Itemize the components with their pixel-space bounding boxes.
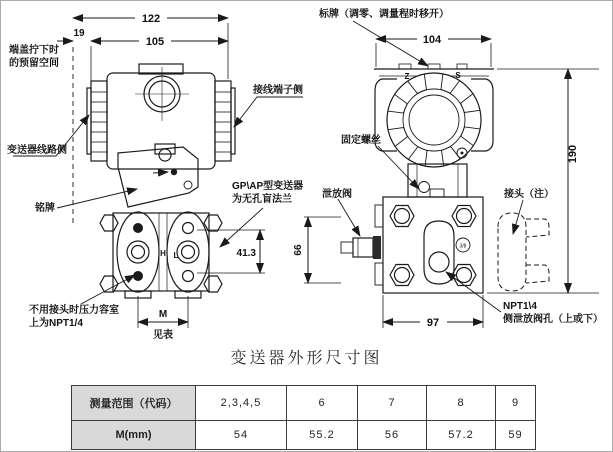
dim-190-label: 190 xyxy=(567,144,579,164)
label-nameplate: 铭牌 xyxy=(35,203,55,214)
vent-size-label: 3/8 xyxy=(459,243,467,250)
table-cell: 56 xyxy=(358,421,426,449)
dim-122-label: 122 xyxy=(141,13,161,25)
housing-front xyxy=(87,64,235,169)
port-h-label: H xyxy=(160,249,166,258)
table-cell: 2,3,4,5 xyxy=(196,386,286,420)
table-cell: 8 xyxy=(427,386,495,420)
label-drain-hole-1: NPT1\4 xyxy=(503,301,537,312)
dim-105-label: 105 xyxy=(145,36,165,48)
housing-top-view xyxy=(374,64,494,197)
dim-190 xyxy=(487,69,599,293)
dim-19-label: 19 xyxy=(73,28,85,39)
bolt-hex xyxy=(100,215,118,231)
leader-terminal-side xyxy=(234,97,303,127)
dim-122 xyxy=(73,18,228,79)
label-connector: 接头（注） xyxy=(504,189,554,200)
span-mark: S xyxy=(455,71,461,80)
table-cell: 7 xyxy=(358,386,426,420)
label-drain-hole-2: 侧泄放阀孔（上或下） xyxy=(503,314,603,325)
leader-drain-hole xyxy=(446,272,501,312)
dim-41-3-label: 41.3 xyxy=(236,248,256,259)
label-clearance-1: 端盖拧下时 xyxy=(9,45,59,56)
table-cell: 57.2 xyxy=(427,421,495,449)
dim-66 xyxy=(304,217,341,283)
port-l-label: L xyxy=(173,251,179,260)
table-cell: 6 xyxy=(287,386,357,420)
table-row-header-m: M(mm) xyxy=(72,421,195,449)
leader-nameplate xyxy=(57,189,137,208)
label-circuit-side: 变送器线路侧 xyxy=(7,145,67,156)
side-view xyxy=(304,21,599,328)
label-tag-plate: 标牌（调零、调量程时移开） xyxy=(319,9,449,20)
label-fixing-screw: 固定螺丝 xyxy=(341,135,381,146)
table-cell: 59 xyxy=(496,421,535,449)
process-flange-side xyxy=(375,197,483,293)
dim-m-label: M xyxy=(158,309,168,320)
dim-66-label: 66 xyxy=(293,244,304,256)
leader-tag xyxy=(353,21,428,66)
label-terminal-side: 接线端子侧 xyxy=(253,85,303,96)
dim-19-105 xyxy=(57,41,228,81)
leader-drain-valve xyxy=(338,199,360,236)
table-row-header-range: 测量范围（代码） xyxy=(72,386,195,420)
label-flange-note-2: 为无孔盲法兰 xyxy=(232,194,292,205)
dim-104-label: 104 xyxy=(422,34,442,46)
leader-connector xyxy=(513,200,523,234)
label-flange-note-1: GP\AP型变送器 xyxy=(232,181,304,192)
table-cell: 55.2 xyxy=(287,421,357,449)
range-table xyxy=(71,385,536,450)
table-cell: 9 xyxy=(496,386,535,420)
label-see-table: 见表 xyxy=(153,330,173,341)
leader-flange-note xyxy=(220,208,263,247)
figure-caption: 变送器外形尺寸图 xyxy=(230,350,383,367)
table-cell: 54 xyxy=(196,421,286,449)
label-pressure-note-1: 不用接头时压力容室 xyxy=(29,305,119,316)
dim-97-label: 97 xyxy=(426,317,440,329)
label-pressure-note-2: 上为NPT1/4 xyxy=(29,318,83,329)
drain-valve xyxy=(341,236,381,259)
zero-mark: Z xyxy=(404,72,410,81)
connector-dashed xyxy=(498,213,549,291)
dimension-drawing xyxy=(1,1,612,451)
label-drain-valve: 泄放阀 xyxy=(322,189,352,200)
label-clearance-2: 的预留空间 xyxy=(9,58,59,69)
nameplate-bracket xyxy=(118,147,198,207)
leader-pressure-note xyxy=(81,275,135,304)
